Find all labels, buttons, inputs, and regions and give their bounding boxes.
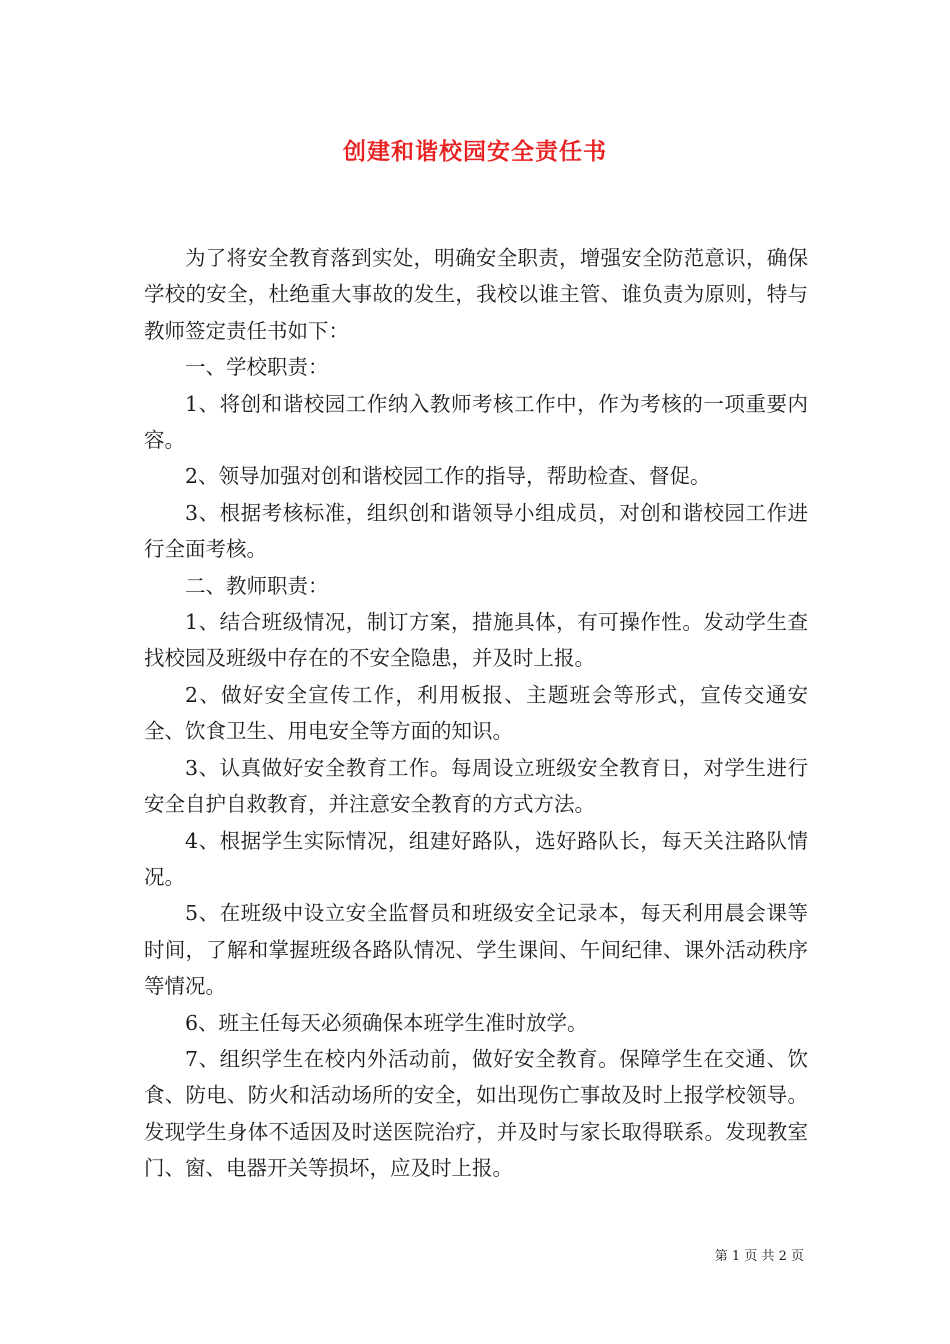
school-duty-item: 1、将创和谐校园工作纳入教师考核工作中，作为考核的一项重要内容。	[144, 391, 808, 453]
teacher-duty-item: 7、组织学生在校内外活动前，做好安全教育。保障学生在交通、饮食、防电、防火和活动场所的安全，如出现伤亡事故及时上报学校领导。发现学生身体不适因及时送医院治疗，并及时与家长取得联系。发现教室门、窗、电器开关等损坏，应及时上报。	[144, 1046, 808, 1181]
page-indicator: 第 1 页 共 2 页	[714, 1249, 804, 1264]
teacher-duty-item: 3、认真做好安全教育工作。每周设立班级安全教育日，对学生进行安全自护自救教育，并注意安全教育的方式方法。	[144, 755, 808, 817]
school-duty-item: 3、根据考核标准，组织创和谐领导小组成员，对创和谐校园工作进行全面考核。	[144, 500, 808, 562]
document-body	[144, 240, 808, 1187]
school-duty-item: 2、领导加强对创和谐校园工作的指导，帮助检查、督促。	[185, 464, 711, 489]
teacher-duty-item: 6、班主任每天必须确保本班学生准时放学。	[185, 1010, 588, 1035]
intro-paragraph: 为了将安全教育落到实处，明确安全职责，增强安全防范意识，确保学校的安全，杜绝重大事故的发生，我校以谁主管、谁负责为原则，特与教师签定责任书如下：	[144, 246, 808, 343]
section-heading-teacher: 二、教师职责：	[185, 573, 329, 598]
teacher-duty-item: 1、结合班级情况，制订方案，措施具体，有可操作性。发动学生查找校园及班级中存在的不安全隐患，并及时上报。	[144, 610, 808, 671]
document-title: 创建和谐校园安全责任书	[343, 138, 607, 165]
teacher-duty-item: 4、根据学生实际情况，组建好路队，选好路队长，每天关注路队情况。	[144, 828, 808, 889]
teacher-duty-item: 2、做好安全宣传工作，利用板报、主题班会等形式，宣传交通安全、饮食卫生、用电安全等方面的知识。	[144, 682, 808, 744]
teacher-duty-item: 5、在班级中设立安全监督员和班级安全记录本，每天利用晨会课等时间，了解和掌握班级各路队情况、学生课间、午间纪律、课外活动秩序等情况。	[144, 901, 808, 999]
section-heading-school: 一、学校职责：	[185, 355, 329, 380]
